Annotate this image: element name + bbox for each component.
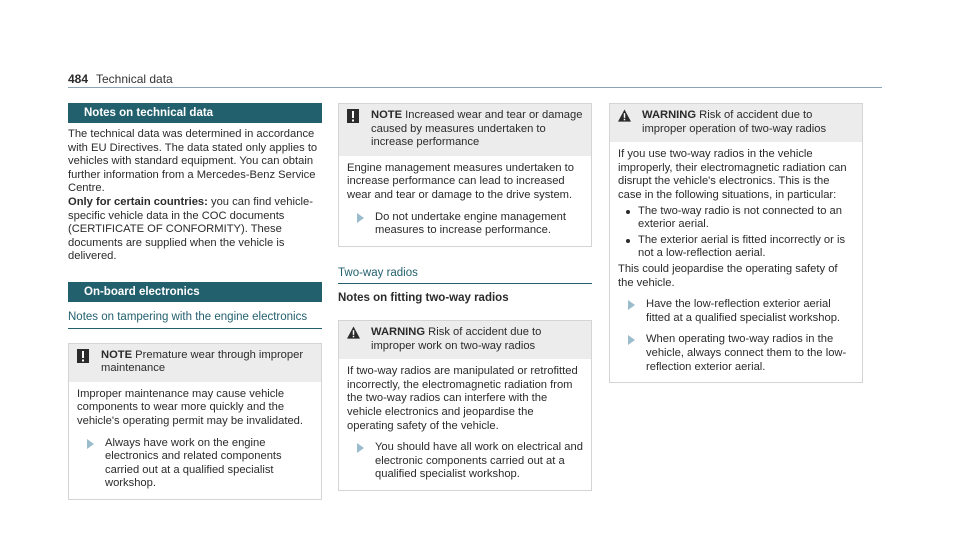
step-text: When operating two-way radios in the vehicle, always connect them to the low-reflection exterior aerial. [646,333,847,373]
heading-fitting-radios: Notes on fitting two-way radios [338,292,509,305]
list-item [618,205,854,232]
warning-triangle-icon [618,109,631,123]
section-bar-onboard-electronics: On-board electronics [68,282,322,302]
note-title: NOTE [371,109,403,121]
note-box-maintenance [68,343,322,500]
note-title: NOTE [101,348,133,361]
step-text: Have the low-reflection exterior aerial fitted at a qualified specialist workshop. [646,298,841,324]
note-body [339,156,591,246]
bullet-icon [626,210,630,214]
arrow-right-icon [357,213,364,223]
note-body-text: Improper maintenance may cause vehicle components to wear more quickly and the vehicle's operating permit may be invalidated. [77,387,304,427]
warning-head-text: Risk of accident due to improper operation of two-way radios [642,109,827,135]
note-header [69,344,321,382]
column-3 [609,103,863,383]
countries-label: Only for certain countries: [68,195,208,208]
warning-heading [642,109,854,136]
step-text: Do not undertake engine management measures to increase performance. [375,210,566,237]
column-1 [68,103,322,500]
arrow-right-icon [357,443,364,453]
section-bar-technical-data: Notes on technical data [68,103,322,123]
list-item [618,234,854,261]
warning-body [339,359,591,490]
section-title: Technical data [96,72,173,86]
instruction-step [618,333,854,374]
warning-body-text: If you use two-way radios in the vehicle improperly, their electromagnetic radiation can disrupt the vehicle's electronics. This is the case in the following situations, in particular: [618,148,847,201]
warning-box-improper-operation [609,103,863,383]
arrow-right-icon [628,300,635,310]
warning-triangle-icon [347,326,360,340]
bullet-icon [626,239,630,243]
arrow-right-icon [87,439,94,449]
note-body-text: Engine management measures undertaken to increase performance can lead to increased wear and tear or damage to the drive system. [347,161,575,201]
warning-head-text: Risk of accident due to improper work on two-way radios [371,325,542,352]
step-text: You should have all work on electrical and electronic components carried out at a qualified specialist workshop. [375,441,583,481]
subsection-tampering: Notes on tampering with the engine electronics [68,311,322,329]
instruction-step [347,211,583,238]
note-head-text: Increased wear and tear or damage caused by measures undertaken to increase performance [371,109,583,149]
warning-body-text: If two-way radios are manipulated or retrofitted incorrectly, the electromagnetic radiation from the two-way radios can interfere with the vehicle electronics and jeopardise the operating safety of the vehicle. [347,365,578,432]
note-head-text: Premature wear through improper maintenance [101,348,304,375]
coc-text: you can find vehicle-specific vehicle data in the COC documents (CERTIFICATE OF CONFORMITY). These documents are supplied when the vehicle is delivered. [68,195,313,263]
warning-consequence-text: This could jeopardise the operating safety of the vehicle. [618,262,838,289]
column-2 [338,103,592,491]
header-divider [68,87,882,88]
note-body [69,382,321,499]
note-header [339,104,591,156]
exclamation-square-icon [77,349,89,363]
note-heading [101,349,313,376]
warning-box-improper-work [338,320,592,491]
arrow-right-icon [628,335,635,345]
instruction-step [618,298,854,325]
warning-body [610,142,862,382]
warning-title: WARNING [642,109,697,121]
step-text: Always have work on the engine electronics and related components carried out at a qualified specialist workshop. [105,436,282,490]
page-number: 484 [68,72,89,86]
bullet-text: The two-way radio is not connected to an exterior aerial. [638,204,842,231]
warning-header [339,321,591,359]
note-heading [371,109,583,150]
warning-heading [371,326,583,353]
bullet-text: The exterior aerial is fitted incorrectly or is not a low-reflection aerial. [638,233,846,260]
note-box-performance [338,103,592,247]
subsection-two-way-radios: Two-way radios [338,267,592,285]
warning-title: WARNING [371,325,426,338]
instruction-step [77,437,313,491]
paragraph-technical-data: The technical data was determined in accordance with EU Directives. The data stated only applies to vehicles with standard equipment. You can obtain further information from a Mercedes-Benz Service Centre. [68,128,318,195]
exclamation-square-icon [347,109,359,123]
warning-header [610,104,862,142]
paragraph-coc [68,196,322,264]
instruction-step [347,441,583,482]
